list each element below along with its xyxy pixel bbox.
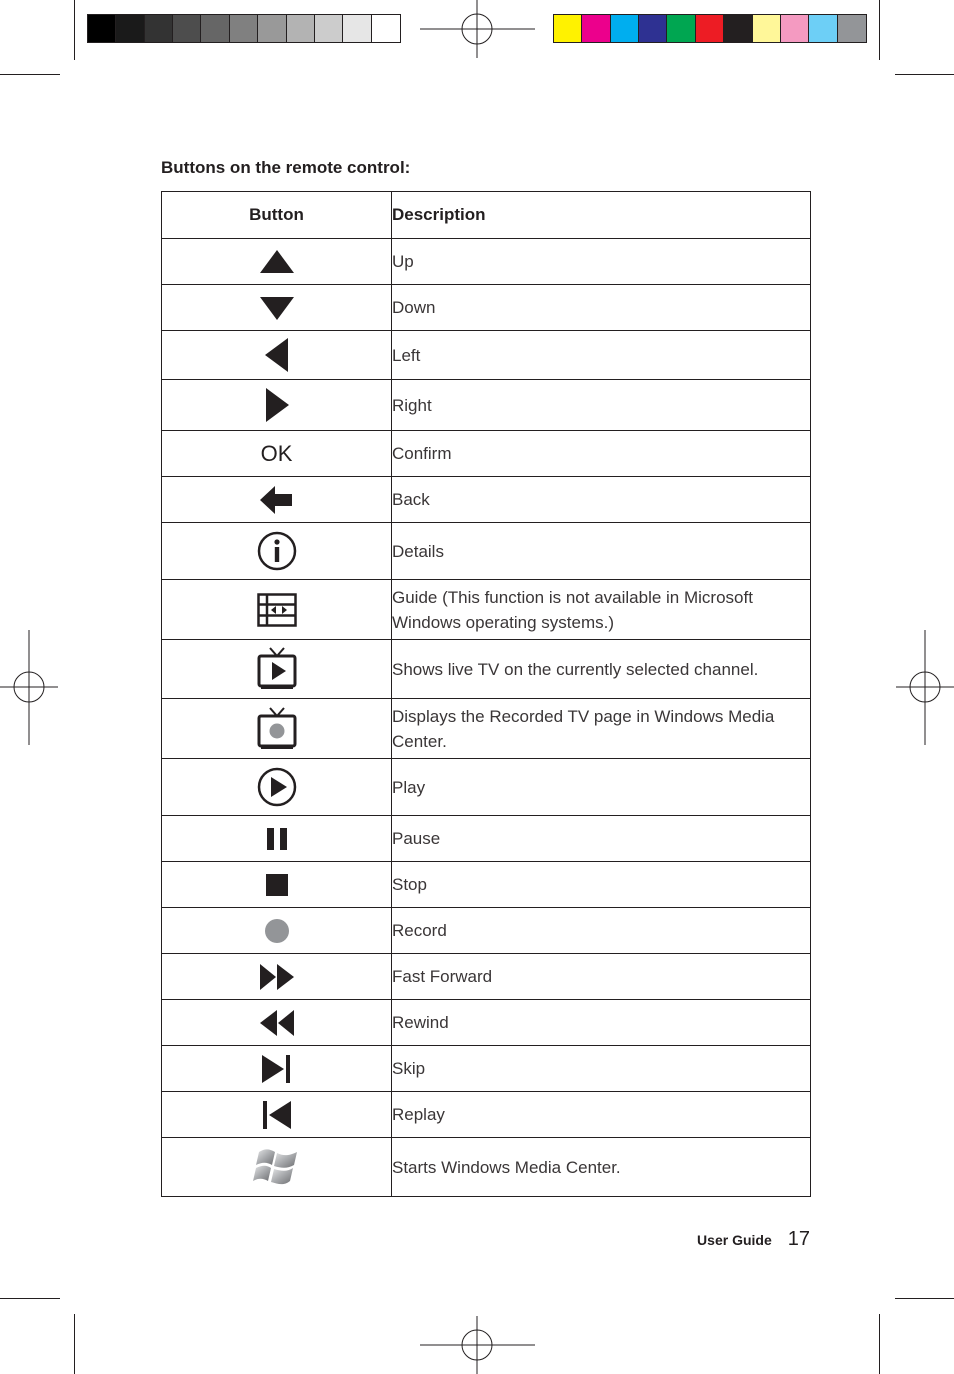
table-row: [162, 816, 811, 862]
row-description: Details: [392, 523, 811, 580]
calibration-swatch: [696, 15, 724, 42]
crop-mark: [879, 0, 880, 60]
calibration-swatch: [201, 15, 229, 42]
table-row: [162, 431, 811, 477]
calibration-swatch: [753, 15, 781, 42]
recorded-tv-icon: [257, 707, 297, 751]
rewind-icon: [259, 1009, 295, 1037]
registration-mark-icon: [0, 630, 58, 745]
calibration-swatch: [173, 15, 201, 42]
calibration-swatch: [724, 15, 752, 42]
calibration-swatch: [667, 15, 695, 42]
row-description: Pause: [392, 816, 811, 862]
play-icon: [257, 767, 297, 807]
calibration-swatch: [315, 15, 343, 42]
row-description: Down: [392, 285, 811, 331]
row-description: Record: [392, 908, 811, 954]
calibration-swatch: [372, 15, 400, 42]
table-row: [162, 523, 811, 580]
crop-mark: [0, 1298, 60, 1299]
grayscale-calibration-strip: [87, 14, 401, 43]
table-row: [162, 331, 811, 380]
color-calibration-strip: [553, 14, 867, 43]
page-footer: [697, 1228, 810, 1251]
calibration-swatch: [838, 15, 866, 42]
guide-icon: [257, 593, 297, 627]
row-description: Replay: [392, 1092, 811, 1138]
row-description: Rewind: [392, 1000, 811, 1046]
stop-icon: [265, 873, 289, 897]
row-description: Play: [392, 759, 811, 816]
calibration-swatch: [781, 15, 809, 42]
row-description: Starts Windows Media Center.: [392, 1138, 811, 1197]
registration-mark-icon: [420, 0, 535, 60]
remote-buttons-table: [161, 191, 811, 1197]
calibration-swatch: [343, 15, 371, 42]
calibration-swatch: [258, 15, 286, 42]
row-description: Left: [392, 331, 811, 380]
calibration-swatch: [88, 15, 116, 42]
row-description: Right: [392, 380, 811, 431]
crop-mark: [895, 74, 954, 75]
table-row: [162, 759, 811, 816]
table-row: [162, 1046, 811, 1092]
registration-mark-icon: [896, 630, 954, 745]
calibration-swatch: [287, 15, 315, 42]
calibration-swatch: [116, 15, 144, 42]
row-description: Guide (This function is not available in Microsoft Windows operating systems.): [392, 580, 811, 640]
table-row: [162, 954, 811, 1000]
fast-forward-icon: [259, 963, 295, 991]
live-tv-icon: [257, 647, 297, 691]
crop-mark: [74, 1314, 75, 1374]
windows-logo-icon: [253, 1146, 301, 1188]
footer-label: User Guide: [697, 1232, 772, 1248]
column-header-description: Description: [392, 192, 811, 239]
row-description: Stop: [392, 862, 811, 908]
section-title: Buttons on the remote control:: [161, 158, 411, 177]
pause-icon: [266, 827, 288, 851]
back-icon: [260, 485, 294, 515]
row-description: Displays the Recorded TV page in Windows Media Center.: [392, 699, 811, 759]
crop-mark: [0, 74, 60, 75]
calibration-swatch: [639, 15, 667, 42]
record-icon: [264, 918, 290, 944]
table-row: [162, 1000, 811, 1046]
table-row: [162, 862, 811, 908]
ok-button-label: OK: [260, 440, 293, 466]
replay-icon: [261, 1100, 293, 1130]
row-description: Confirm: [392, 431, 811, 477]
table-row: [162, 580, 811, 640]
calibration-swatch: [145, 15, 173, 42]
calibration-swatch: [611, 15, 639, 42]
column-header-button: Button: [162, 192, 392, 239]
crop-mark: [74, 0, 75, 60]
table-row: [162, 239, 811, 285]
calibration-swatch: [809, 15, 837, 42]
registration-mark-icon: [420, 1316, 535, 1374]
table-header-row: [162, 192, 811, 239]
crop-mark: [895, 1298, 954, 1299]
down-arrow-icon: [259, 296, 295, 320]
row-description: Shows live TV on the currently selected channel.: [392, 640, 811, 699]
table-row: [162, 285, 811, 331]
row-description: Skip: [392, 1046, 811, 1092]
table-row: [162, 699, 811, 759]
table-row: [162, 477, 811, 523]
row-description: Back: [392, 477, 811, 523]
calibration-swatch: [582, 15, 610, 42]
table-row: [162, 380, 811, 431]
page-number: 17: [787, 1228, 810, 1250]
table-row: [162, 1138, 811, 1197]
skip-icon: [261, 1054, 293, 1084]
info-icon: [257, 531, 297, 571]
calibration-swatch: [230, 15, 258, 42]
table-row: [162, 908, 811, 954]
row-description: Fast Forward: [392, 954, 811, 1000]
crop-mark: [879, 1314, 880, 1374]
left-arrow-icon: [264, 338, 290, 372]
row-description: Up: [392, 239, 811, 285]
table-row: [162, 1092, 811, 1138]
table-row: [162, 640, 811, 699]
up-arrow-icon: [259, 250, 295, 274]
right-arrow-icon: [264, 388, 290, 422]
calibration-swatch: [554, 15, 582, 42]
